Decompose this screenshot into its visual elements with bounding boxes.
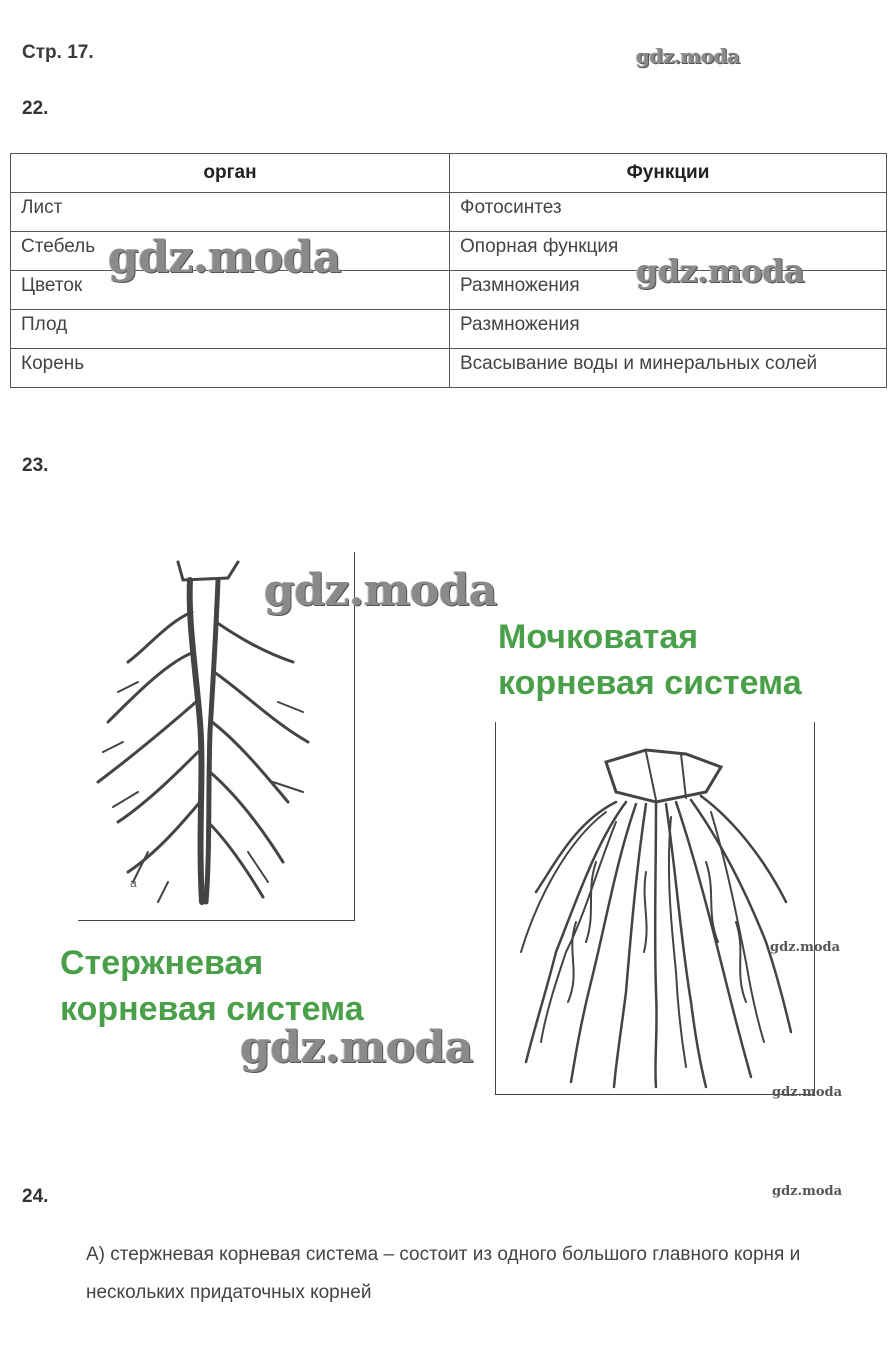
column-header-functions: Функции — [450, 154, 887, 193]
table-row — [11, 310, 887, 349]
organ-cell: Лист — [11, 193, 450, 232]
question-number-24: 24. — [22, 1186, 49, 1207]
watermark: gdz.moda — [636, 44, 740, 68]
column-header-organ: орган — [11, 154, 450, 193]
page-reference: Стр. 17. — [22, 42, 94, 63]
question-number-22: 22. — [22, 98, 49, 119]
watermark: gdz.moda — [108, 232, 342, 283]
watermark: gdz.moda — [240, 1022, 474, 1073]
fibrous-root-label — [498, 614, 802, 706]
function-cell: Фотосинтез — [450, 193, 887, 232]
table-row — [11, 349, 887, 388]
function-cell: Опорная функция — [450, 232, 887, 271]
fibrous-label-line2: корневая система — [498, 664, 802, 702]
table-row — [11, 193, 887, 232]
organ-cell: Стебель — [11, 232, 450, 271]
organ-cell: Корень — [11, 349, 450, 388]
organ-cell: Плод — [11, 310, 450, 349]
function-cell: Всасывание воды и минеральных солей — [450, 349, 887, 388]
watermark: gdz.moda — [772, 1184, 843, 1199]
watermark: gdz.moda — [772, 1085, 843, 1100]
fibrous-figure-frame — [495, 722, 815, 1095]
organ-cell: Цветок — [11, 271, 450, 310]
function-cell: Размножения — [450, 310, 887, 349]
answer-text-a: А) стержневая корневая система – состоит из одного большого главного корня и нескольких придаточных корней — [86, 1244, 801, 1303]
taproot-label-line2: корневая система — [60, 990, 364, 1028]
fibrous-drawing — [496, 722, 814, 1094]
watermark: gdz.moda — [770, 940, 841, 955]
watermark: gdz.moda — [264, 565, 498, 616]
fibrous-label-line1: Мочковатая — [498, 618, 699, 656]
figure-letter: а — [130, 876, 137, 890]
taproot-label-line1: Стержневая — [60, 944, 264, 982]
taproot-label — [60, 940, 364, 1032]
table-header-row — [11, 154, 887, 193]
watermark: gdz.moda — [636, 252, 805, 290]
question-number-23: 23. — [22, 455, 49, 476]
function-cell: Размножения — [450, 271, 887, 310]
